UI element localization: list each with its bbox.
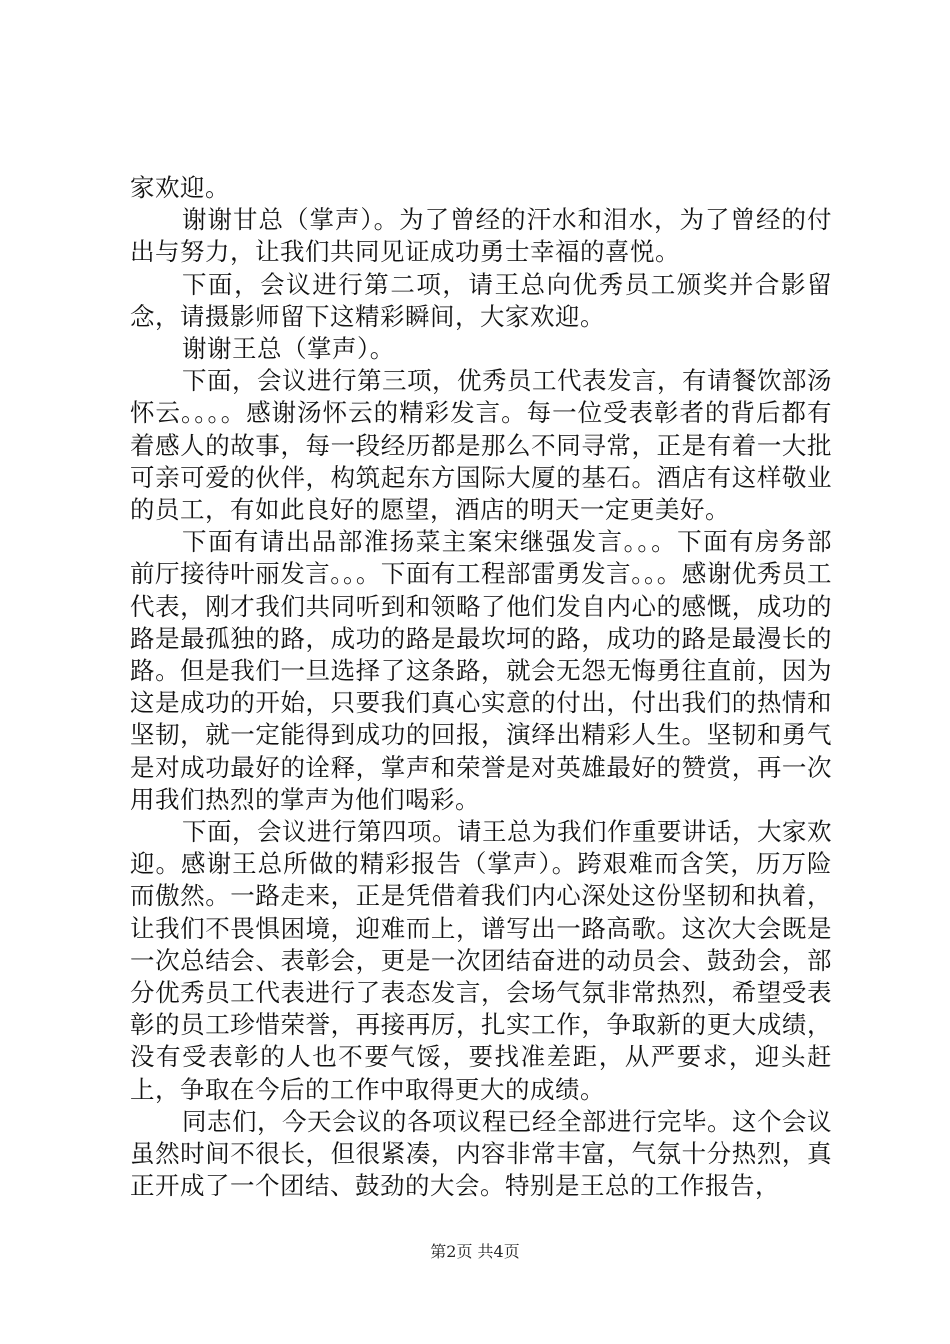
paragraph-continuation: 家欢迎。 <box>130 173 230 202</box>
page-footer <box>0 1242 950 1262</box>
document-body <box>130 172 832 1203</box>
paragraph-item-four: 下面，会议进行第四项。请王总为我们作重要讲话，大家欢迎。感谢王总所做的精彩报告（掌声）。跨艰难而含笑，历万险而傲然。一路走来，正是凭借着我们内心深处这份坚韧和执着，让我们不畏惧困境，迎难而上，谱写出一路高歌。这次大会既是一次总结会、表彰会，更是一次团结奋进的动员会、鼓劲会，部分优秀员工代表进行了表态发言，会场气氛非常热烈，希望受表彰的员工珍惜荣誉，再接再厉，扎实工作，争取新的更大成绩，没有受表彰的人也不要气馁，要找准差距，从严要求，迎头赶上，争取在今后的工作中取得更大的成绩。 <box>130 817 832 1104</box>
paragraph-thanks-wang: 谢谢王总（掌声）。 <box>182 334 395 364</box>
paragraph-item-two: 下面，会议进行第二项，请王总向优秀员工颁奖并合影留念，请摄影师留下这精彩瞬间，大家欢迎。 <box>130 269 832 331</box>
paragraph-speakers: 下面有请出品部淮扬菜主案宋继强发言。。。下面有房务部前厅接待叶丽发言。。。下面有工程部雷勇发言。。。感谢优秀员工代表，刚才我们共同听到和领略了他们发自内心的感慨，成功的路是最孤独的路，成功的路是最坎坷的路，成功的路是最漫长的路。但是我们一旦选择了这条路，就会无怨无悔勇往直前，因为这是成功的开始，只要我们真心实意的付出，付出我们的热情和坚韧，就一定能得到成功的回报，演绎出精彩人生。坚韧和勇气是对成功最好的诠释，掌声和荣誉是对英雄最好的赞赏，再一次用我们热烈的掌声为他们喝彩。 <box>130 527 832 814</box>
paragraph-item-three: 下面，会议进行第三项，优秀员工代表发言，有请餐饮部汤怀云。。。。感谢汤怀云的精彩发言。每一位受表彰者的背后都有着感人的故事，每一段经历都是那么不同寻常，正是有着一大批可亲可爱的伙伴，构筑起东方国际大厦的基石。酒店有这样敬业的员工，有如此良好的愿望，酒店的明天一定更美好。 <box>130 366 832 525</box>
paragraph-closing: 同志们，今天会议的各项议程已经全部进行完毕。这个会议虽然时间不很长，但很紧凑，内容非常丰富，气氛十分热烈，真正开成了一个团结、鼓劲的大会。特别是王总的工作报告， <box>130 1106 832 1201</box>
page-number: 第2页 共4页 <box>430 1242 520 1261</box>
paragraph-thanks-gan: 谢谢甘总（掌声）。为了曾经的汗水和泪水，为了曾经的付出与努力，让我们共同见证成功勇士幸福的喜悦。 <box>130 205 832 267</box>
